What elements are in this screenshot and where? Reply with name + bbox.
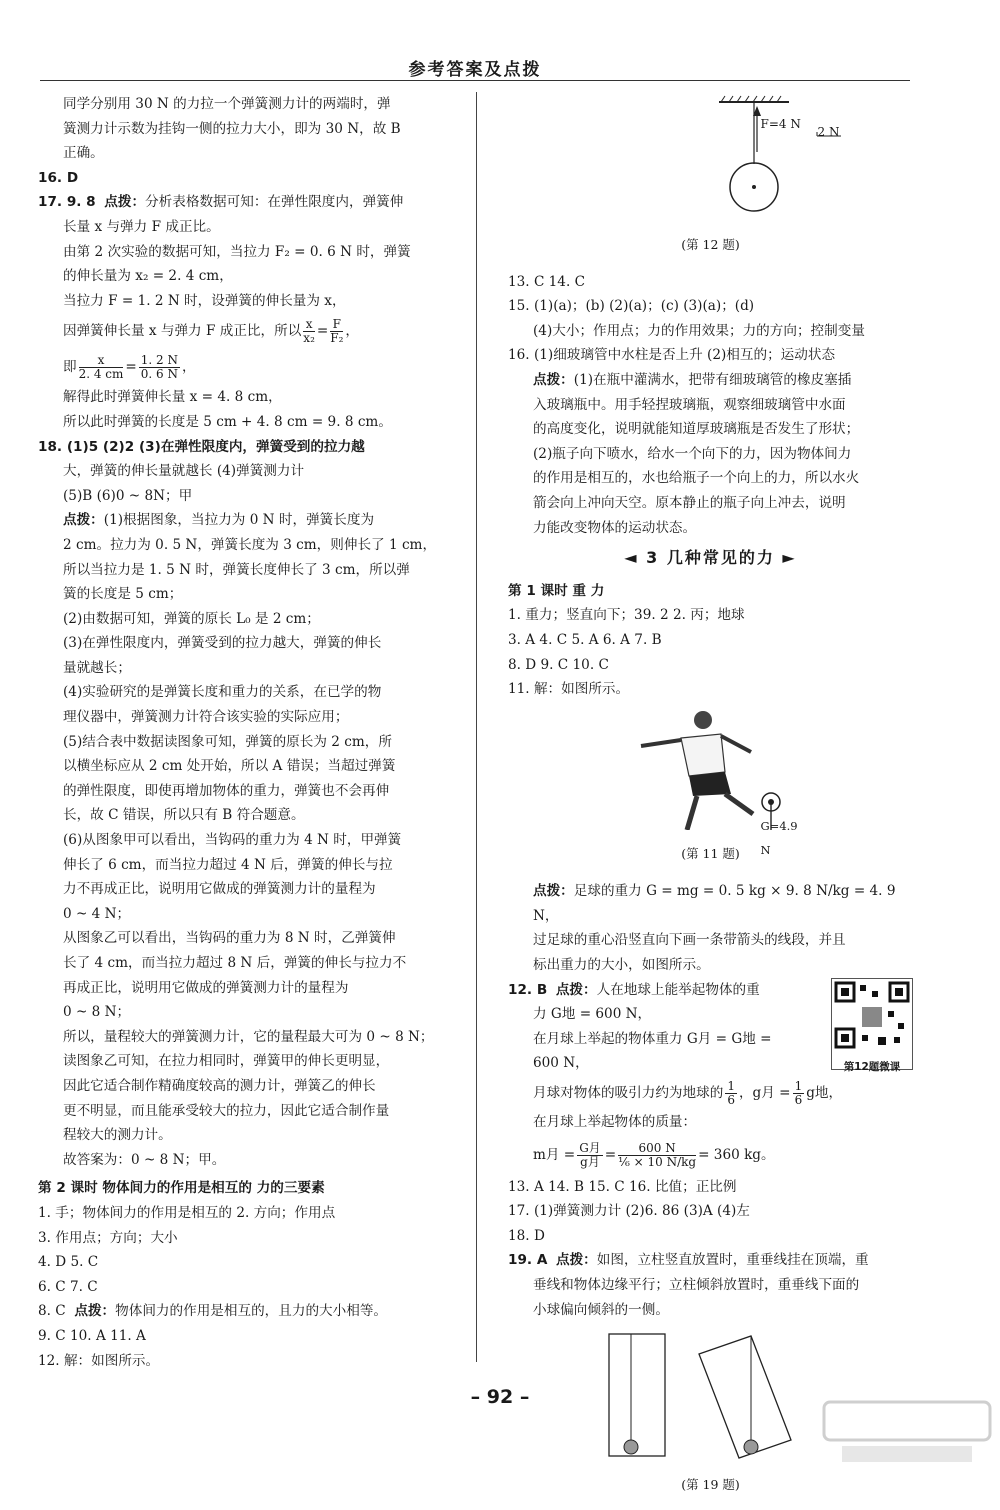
answer-line: 4. D 5. C [38,1254,99,1271]
figure-12-caption: (第 12 题) [681,236,740,252]
text-line: 箭会向上冲向天空。原本静止的瓶子向上冲去，说明 [533,494,846,511]
answer-18: 18. (1)5 (2)2 (3)在弹性限度内，弹簧受到的拉力越 [38,438,365,455]
answer-line: 13. C 14. C [508,273,586,290]
answer-8 [38,1299,446,1324]
text-line: 的伸长量为 x₂ = 2. 4 cm， [63,268,233,285]
answer-16: 16. D [38,169,79,186]
text-line: 由第 2 次实验的数据可知，当拉力 F₂ = 0. 6 N 时，弹簧 [63,243,411,260]
text-line: 所以，量程较大的弹簧测力计，它的量程最大可为 0 ~ 8 N； [63,1028,434,1045]
denominator: 0. 6 N [140,367,179,382]
text-line: (5)B (6)0 ~ 8N；甲 [63,487,193,504]
numerator: 1. 2 N [140,353,179,368]
text: 因弹簧伸长量 x 与弹力 F 成正比，所以 [63,323,302,340]
text: 足球的重力 G = mg = 0. 5 kg × 9. 8 N/kg = 4. 9 N， [533,883,896,924]
gravity-label: G=4.9 N [760,818,798,858]
text-line: 再成正比，说明用它做成的弹簧测力计的量程为 [63,979,349,996]
text-line: 长了 4 cm，而当拉力超过 8 N 后，弹簧的伸长与拉力不 [63,955,407,971]
tip-label: 点拨： [533,371,574,388]
tip-label: 点拨： [533,883,574,900]
numerator: x [79,354,124,368]
text-line: 长，故 C 错误，所以只有 B 符合题意。 [63,807,305,824]
text-line: 从图象乙可以看出，当钩码的重力为 8 N 时，乙弹簧伸 [63,930,396,947]
text: 8. C [38,1303,66,1320]
text-line: 2 cm。拉力为 0. 5 N，弹簧长度为 3 cm，则伸长了 1 cm， [63,536,437,553]
text: 19. A [508,1252,548,1269]
formula-line [508,1076,913,1110]
fraction [330,318,343,345]
text-line: 量就越长； [63,659,131,676]
left-column [38,92,446,1373]
text-line: 的高度变化，说明就能知道厚玻璃瓶是否发生了形状； [533,421,860,438]
denominator: g月 [580,1154,600,1169]
fraction [793,1080,805,1107]
text-line: 在月球上举起物体的质量： [533,1114,697,1131]
tip-label: 点拨： [74,1303,116,1320]
text-line: 0 ~ 8 N； [63,1004,131,1021]
text-line: 程较大的测力计。 [63,1127,172,1144]
tip-label: 点拨： [556,1252,597,1269]
text-line: 因此它适合制作精确度较高的测力计，弹簧乙的伸长 [63,1077,376,1094]
fraction [725,1080,737,1107]
figure-12 [581,92,841,220]
answer-19 [508,1248,913,1273]
denominator: F₂ [330,331,344,346]
formula-line [38,349,446,385]
text-line: 理仪器中，弹簧测力计符合该实验的实际应用； [63,709,349,726]
text-line: 簧的长度是 5 cm； [63,586,183,603]
lesson-1-title: 第 1 课时 重 力 [508,582,605,599]
right-column [508,92,913,1510]
text-line: 在月球上举起的物体重力 G月 = G地 = [533,1030,772,1047]
page-header: 参考答案及点拨 [408,60,542,80]
column-divider [476,92,477,1362]
header-rule [40,80,910,81]
text-line: (2)瓶子向下喷水，给水一个向下的力，因为物体间力 [533,445,852,462]
text: 12. B [508,981,548,998]
answer-12-block [508,978,913,1076]
text: g地， [806,1085,843,1102]
text: (1)在瓶中灌满水，把带有细玻璃管的橡皮塞插 [573,371,852,388]
text-line: (2)由数据可知，弹簧的原长 L₀ 是 2 cm； [63,610,320,627]
tip-line [38,508,446,533]
qr-label: 第12题微课 [843,1061,901,1074]
text: 月球对物体的吸引力约为地球的 [533,1085,724,1102]
text-line: 故答案为：0 ~ 8 N；甲。 [63,1151,226,1168]
answer-line: 3. 作用点；方向；大小 [38,1229,178,1246]
qr-code-image[interactable] [831,978,913,1074]
fraction [139,354,180,381]
answer-line: 1. 手；物体间力的作用是相互的 2. 方向；作用点 [38,1204,336,1221]
equals: = [604,1146,617,1163]
text: (1)根据图象，当拉力为 0 N 时，弹簧长度为 [103,512,375,529]
text-line: 入玻璃瓶中。用手轻捏玻璃瓶，观察细玻璃管中水面 [533,396,846,413]
text-line: (3)在弹性限度内，弹簧受到的拉力越大，弹簧的伸长 [63,635,382,652]
text-line: 读图象乙可知，在拉力相同时，弹簧甲的伸长更明显， [63,1053,390,1070]
numerator: F [330,318,343,332]
numerator: x [303,318,315,332]
text-line: 力 G地 = 600 N， [533,1006,652,1023]
text-line: 大，弹簧的伸长量就越长 (4)弹簧测力计 [63,463,305,480]
text-line: 过足球的重心沿竖直向下画一条带箭头的线段，并且 [533,932,846,949]
answer-line: 3. A 4. C 5. A 6. A 7. B [508,631,662,648]
text-line: 力能改变物体的运动状态。 [533,519,697,536]
numerator: G月 [579,1140,601,1155]
text: m月 = [533,1146,576,1163]
text: 人在地球上能举起物体的重 [596,981,760,998]
formula-line [38,313,446,349]
numerator: 1 [794,1079,803,1094]
answer-line: 15. (1)(a)；(b) (2)(a)；(c) (3)(a)；(d) [508,298,755,315]
text-line: 长量 x 与弹力 F 成正比。 [63,218,220,235]
equals: = [125,359,137,376]
lesson-2-title: 第 2 课时 物体间力的作用是相互的 力的三要素 [38,1180,325,1197]
figure-19-caption: (第 19 题) [681,1476,740,1492]
fraction [577,1142,603,1169]
text: ， [345,323,359,340]
fraction [79,354,124,381]
answer-17 [38,190,446,215]
text-line: 以横坐标应从 2 cm 处开始，所以 A 错误；当超过弹簧 [63,758,396,775]
answer-line: 6. C 7. C [38,1278,98,1295]
text-line: 同学分别用 30 N 的力拉一个弹簧测力计的两端时，弹 [63,96,391,112]
denominator: x₂ [303,331,315,346]
text-line: 600 N， [533,1055,589,1072]
text-line: (5)结合表中数据读图象可知，弹簧的原长为 2 cm，所 [63,733,392,750]
text: 物体间力的作用是相互的，且力的大小相等。 [115,1303,388,1320]
denominator: 6 [727,1093,735,1108]
answer-17-num: 17. 9. 8 [38,194,96,211]
fraction [618,1142,696,1169]
text-line: 伸长了 6 cm，而当拉力超过 4 N 后，弹簧的伸长与拉 [63,856,393,873]
answer-line: 8. D 9. C 10. C [508,656,609,673]
text-line: 小球偏向倾斜的一侧。 [533,1301,669,1318]
tip-label: 点拨： [104,194,146,211]
tip-label: 点拨： [555,981,597,998]
fraction [303,318,315,345]
answer-line: 12. 解：如图所示。 [38,1352,160,1369]
text-line: 0 ~ 4 N； [63,905,131,922]
answer-line: 11. 解：如图所示。 [508,681,630,698]
tip-line [508,368,913,393]
text-line: 垂线和物体边缘平行；立柱倾斜放置时，重垂线下面的 [533,1277,860,1293]
answer-line: 1. 重力；竖直向下；39. 2 2. 丙；地球 [508,607,745,624]
text: ， [182,359,196,376]
force-label: F=4 N [760,117,801,131]
page-number: – 92 – [470,1386,530,1408]
scale-label: 2 N [817,125,840,139]
numerator: 1 [727,1079,735,1094]
text-line: (4)大小；作用点；力的作用效果；力的方向；控制变量 [533,322,865,339]
answer-line: 18. D [508,1227,545,1244]
text-line: 簧测力计示数为挂钩一侧的拉力大小，即为 30 N，故 B [63,120,401,137]
text-line: 正确。 [63,145,104,162]
text-line: 所以当拉力是 1. 5 N 时，弹簧长度伸长了 3 cm，所以弹 [63,561,410,578]
text: ，g月 = [738,1085,791,1102]
text-line: 标出重力的大小，如图所示。 [533,957,710,974]
text: 即 [63,359,77,376]
section-3-title: ◄ 3 几种常见的力 ► [624,548,797,568]
text-line: 更不明显，而且能承受较大的拉力，因此它适合制作量 [63,1102,390,1119]
numerator: 600 N [618,1142,696,1156]
text-line: (6)从图象甲可以看出，当钩码的重力为 4 N 时，甲弹簧 [63,832,402,849]
answer-line: 9. C 10. A 11. A [38,1327,146,1344]
figure-11-drawing [621,702,801,830]
figure-12-drawing [581,92,841,220]
answer-line: 17. (1)弹簧测力计 (2)6. 86 (3)A (4)左 [508,1203,750,1220]
denominator: ⅙ × 10 N/kg [618,1154,697,1169]
text-line: 解得此时弹簧伸长量 x = 4. 8 cm， [63,389,282,406]
text-line: 的作用是相互的，水也给瓶子一个向上的力，所以水火 [533,470,860,487]
text-line: 当拉力 F = 1. 2 N 时，设弹簧的伸长量为 x， [63,292,346,309]
answer-line: 13. A 14. B 15. C 16. 比值；正比例 [508,1178,737,1195]
tip-line [508,879,913,928]
qr-code-icon [832,979,912,1051]
text: = 360 kg。 [698,1146,775,1163]
answer-line: 16. (1)细玻璃管中水柱是否上升 (2)相互的；运动状态 [508,347,836,364]
text-line: (4)实验研究的是弹簧长度和重力的关系，在已学的物 [63,684,382,701]
watermark-logo-icon [822,1400,992,1465]
text-line: 的弹性限度，即使再增加物体的重力，弹簧也不会再伸 [63,782,390,799]
equals: = [316,323,329,340]
denominator: 6 [794,1093,803,1108]
figure-11-caption: (第 11 题) [681,846,740,862]
tip-label: 点拨： [63,512,104,529]
text-line: 力不再成正比，说明用它做成的弹簧测力计的量程为 [63,881,376,898]
text: 分析表格数据可知：在弹性限度内，弹簧伸 [145,194,404,211]
text: 如图，立柱竖直放置时，重垂线挂在顶端，重 [596,1252,869,1269]
denominator: 2. 4 cm [78,367,124,382]
formula-line [508,1135,913,1175]
text-line: 所以此时弹簧的长度是 5 cm + 4. 8 cm = 9. 8 cm。 [63,413,392,430]
